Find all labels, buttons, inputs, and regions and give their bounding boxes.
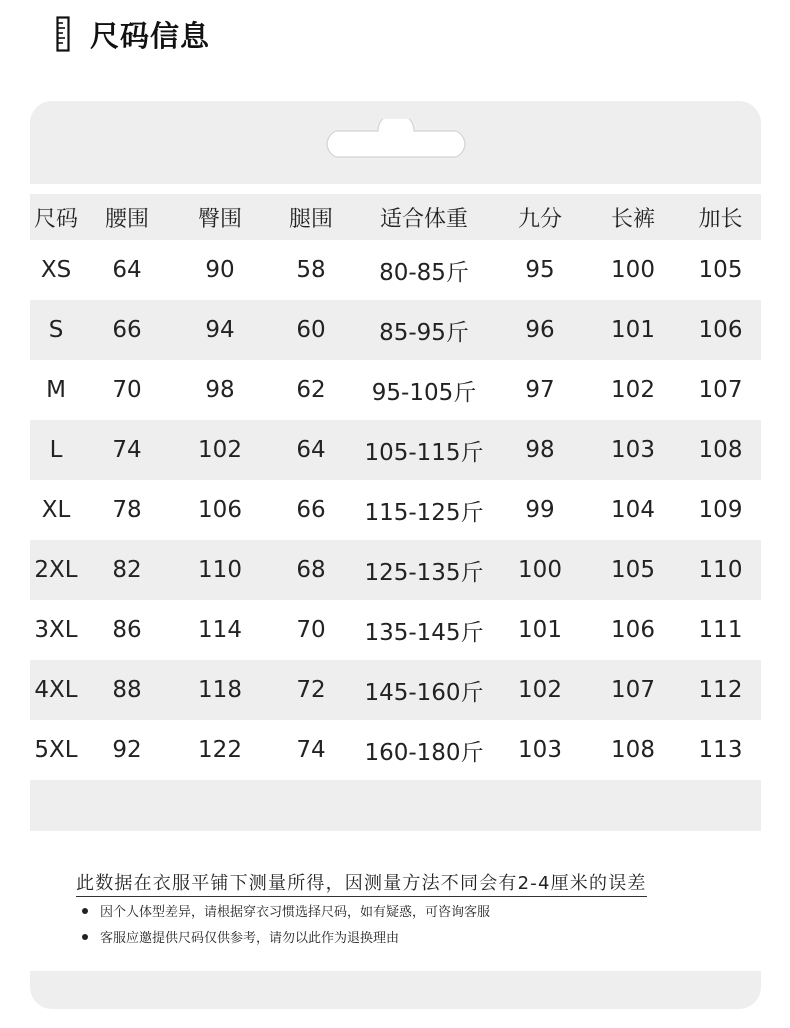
cell-ninth-length: 96 — [494, 300, 586, 360]
cell-size: XL — [30, 480, 82, 540]
cell-long-pants: 102 — [586, 360, 680, 420]
col-header-extra-long: 加长 — [698, 206, 743, 232]
cell-hip: 94 — [172, 300, 268, 360]
cell-waist: 64 — [82, 240, 172, 300]
cell-extra-long: 108 — [680, 420, 761, 480]
cell-ninth-length: 95 — [494, 240, 586, 300]
cell-weight: 115-125斤 — [354, 480, 494, 540]
col-header-size: 尺码 — [33, 206, 78, 232]
cell-size: 4XL — [30, 660, 82, 720]
cell-waist: 88 — [82, 660, 172, 720]
cell-long-pants: 106 — [586, 600, 680, 660]
table-header-row — [30, 194, 761, 240]
ruler-icon — [56, 16, 70, 52]
cell-thigh: 62 — [268, 360, 354, 420]
table-row — [30, 600, 761, 660]
bullet-icon — [82, 934, 88, 940]
col-header-weight: 适合体重 — [379, 206, 468, 232]
col-header-long-pants: 长裤 — [610, 206, 655, 232]
table-row — [30, 720, 761, 780]
cell-size: 5XL — [30, 720, 82, 780]
table-row — [30, 300, 761, 360]
col-header-hip: 臀围 — [197, 206, 242, 232]
cell-size: L — [30, 420, 82, 480]
table-body — [30, 240, 761, 780]
col-header-waist: 腰围 — [104, 206, 149, 232]
cell-extra-long: 106 — [680, 300, 761, 360]
cell-extra-long: 109 — [680, 480, 761, 540]
cell-waist: 74 — [82, 420, 172, 480]
note-item — [82, 901, 490, 920]
cell-ninth-length: 102 — [494, 660, 586, 720]
divider-band — [30, 184, 761, 194]
cell-weight: 85-95斤 — [354, 300, 494, 360]
cell-size: 2XL — [30, 540, 82, 600]
cell-thigh: 60 — [268, 300, 354, 360]
cell-ninth-length: 101 — [494, 600, 586, 660]
cell-long-pants: 108 — [586, 720, 680, 780]
note-text: 因个人体型差异，请根据穿衣习惯选择尺码，如有疑惑，可咨询客服 — [100, 905, 491, 920]
cell-size: M — [30, 360, 82, 420]
col-header-ninth-length: 九分 — [517, 206, 562, 232]
page-header — [56, 14, 210, 54]
cell-waist: 92 — [82, 720, 172, 780]
cell-long-pants: 104 — [586, 480, 680, 540]
cell-extra-long: 111 — [680, 600, 761, 660]
cell-long-pants: 100 — [586, 240, 680, 300]
cell-thigh: 72 — [268, 660, 354, 720]
cell-extra-long: 107 — [680, 360, 761, 420]
cell-thigh: 70 — [268, 600, 354, 660]
size-table — [30, 194, 761, 780]
cell-weight: 125-135斤 — [354, 540, 494, 600]
table-row — [30, 360, 761, 420]
bullet-icon — [82, 908, 88, 914]
cell-waist: 70 — [82, 360, 172, 420]
cell-long-pants: 107 — [586, 660, 680, 720]
cell-weight: 95-105斤 — [354, 360, 494, 420]
cell-hip: 98 — [172, 360, 268, 420]
note-text: 客服应邀提供尺码仅供参考，请勿以此作为退换理由 — [100, 931, 400, 946]
cell-hip: 110 — [172, 540, 268, 600]
cell-thigh: 74 — [268, 720, 354, 780]
cell-hip: 122 — [172, 720, 268, 780]
cell-thigh: 58 — [268, 240, 354, 300]
cell-hip: 114 — [172, 600, 268, 660]
cell-hip: 102 — [172, 420, 268, 480]
cell-hip: 106 — [172, 480, 268, 540]
divider-band — [30, 831, 761, 841]
cell-waist: 66 — [82, 300, 172, 360]
cell-weight: 80-85斤 — [354, 240, 494, 300]
cell-waist: 78 — [82, 480, 172, 540]
cell-extra-long: 113 — [680, 720, 761, 780]
cell-long-pants: 103 — [586, 420, 680, 480]
cell-hip: 90 — [172, 240, 268, 300]
cell-long-pants: 101 — [586, 300, 680, 360]
cell-waist: 86 — [82, 600, 172, 660]
cell-ninth-length: 98 — [494, 420, 586, 480]
table-row — [30, 540, 761, 600]
cell-extra-long: 110 — [680, 540, 761, 600]
notes-section — [30, 841, 761, 971]
cell-thigh: 68 — [268, 540, 354, 600]
table-row — [30, 240, 761, 300]
cell-size: XS — [30, 240, 82, 300]
cell-thigh: 64 — [268, 420, 354, 480]
hanger-icon — [318, 119, 474, 159]
cell-hip: 118 — [172, 660, 268, 720]
cell-size: 3XL — [30, 600, 82, 660]
note-item — [82, 927, 399, 946]
cell-weight: 105-115斤 — [354, 420, 494, 480]
cell-ninth-length: 97 — [494, 360, 586, 420]
cell-size: S — [30, 300, 82, 360]
measurement-disclaimer: 此数据在衣服平铺下测量所得，因测量方法不同会有2-4厘米的误差 — [76, 869, 647, 897]
table-row — [30, 660, 761, 720]
cell-weight: 160-180斤 — [354, 720, 494, 780]
cell-ninth-length: 99 — [494, 480, 586, 540]
cell-extra-long: 105 — [680, 240, 761, 300]
table-row — [30, 480, 761, 540]
table-row — [30, 420, 761, 480]
cell-thigh: 66 — [268, 480, 354, 540]
cell-waist: 82 — [82, 540, 172, 600]
cell-weight: 135-145斤 — [354, 600, 494, 660]
cell-weight: 145-160斤 — [354, 660, 494, 720]
cell-extra-long: 112 — [680, 660, 761, 720]
cell-long-pants: 105 — [586, 540, 680, 600]
col-header-thigh: 腿围 — [288, 206, 333, 232]
page-title: 尺码信息 — [90, 18, 211, 53]
cell-ninth-length: 103 — [494, 720, 586, 780]
cell-ninth-length: 100 — [494, 540, 586, 600]
size-card — [30, 101, 761, 1009]
